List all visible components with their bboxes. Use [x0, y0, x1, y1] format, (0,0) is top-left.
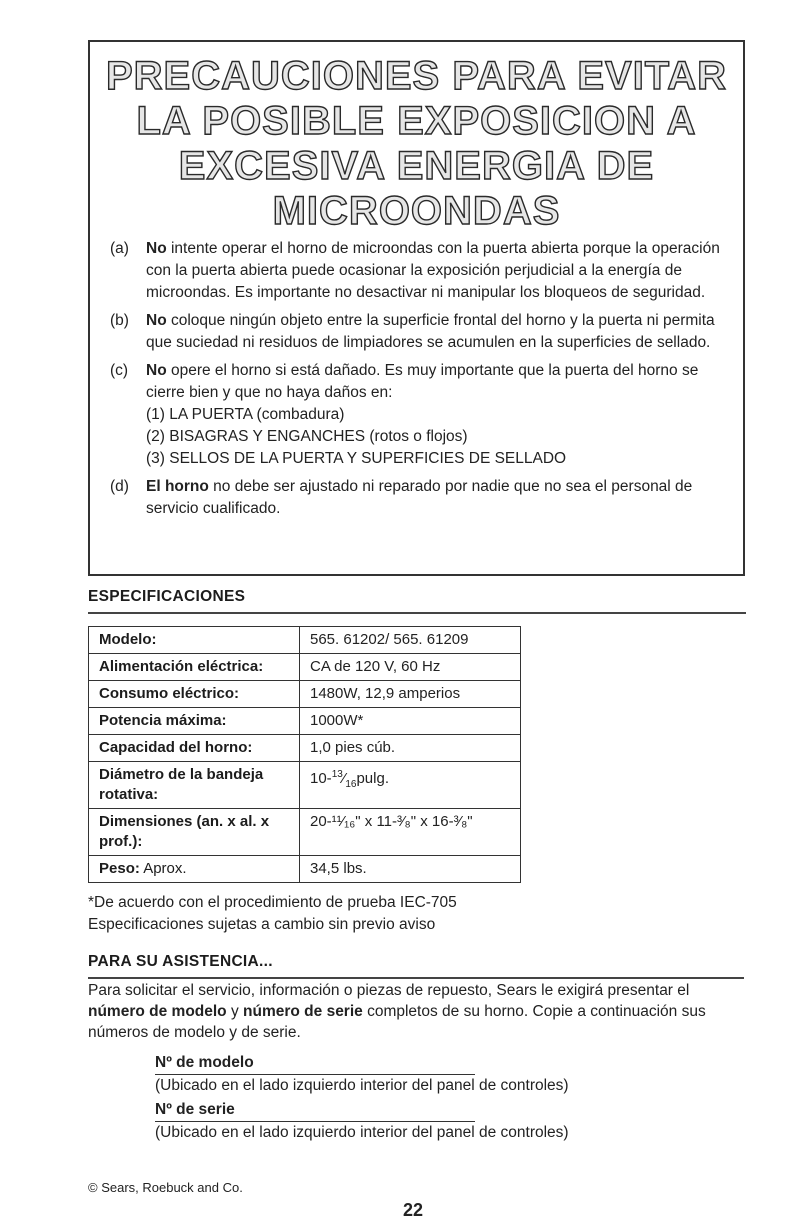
table-row — [89, 762, 521, 809]
warning-title-line: LA POSIBLE EXPOSICION A — [136, 99, 697, 143]
subitem: (2) BISAGRAS Y ENGANCHES (rotos o flojos) — [146, 428, 468, 445]
warning-box — [88, 40, 745, 576]
fraction-denominator: 16 — [345, 779, 357, 790]
spec-value: 1,0 pies cúb. — [300, 735, 521, 762]
specs-heading: ESPECIFICACIONES — [88, 588, 246, 605]
serial-number-note: (Ubicado en el lado izquierdo interior del panel de controles) — [155, 1124, 569, 1141]
table-row — [89, 809, 521, 856]
assist-text: y — [226, 1003, 244, 1020]
warning-title — [90, 54, 743, 234]
warning-title-line: PRECAUCIONES PARA EVITAR — [105, 54, 728, 98]
fraction-numerator: 13 — [331, 769, 343, 780]
assist-text: Para solicitar el servicio, información o piezas de repuesto, Sears le exigirá presentar el — [88, 982, 690, 999]
spec-value: 1480W, 12,9 amperios — [300, 681, 521, 708]
table-row — [89, 856, 521, 883]
spec-value: 1000W* — [300, 708, 521, 735]
page-number: 22 — [402, 1200, 424, 1220]
value-part: pulg. — [356, 770, 389, 787]
spec-key — [89, 856, 300, 883]
assist-bold: número de modelo — [88, 1003, 227, 1020]
item-text: opere el horno si está dañado. Es muy importante que la puerta del horno se cierre bien y que no haya daños en: — [146, 362, 699, 401]
item-text: no debe ser ajustado ni reparado por nadie que no sea el personal de servicio cualificado. — [146, 478, 693, 517]
spec-key-bold: Peso: — [99, 860, 140, 877]
warning-item-a — [110, 238, 735, 304]
table-row — [89, 627, 521, 654]
spec-value: 20-¹¹⁄₁₆" x 11-³⁄₈" x 16-³⁄₈" — [300, 809, 521, 856]
assist-heading: PARA SU ASISTENCIA... — [88, 953, 273, 970]
item-text: intente operar el horno de microondas con la puerta abierta porque la operación con la puerta abierta puede ocasionar la exposición perjudicial a la energía de microondas. Es importante no desactivar ni manipular los bloqueos de seguridad. — [146, 240, 720, 301]
item-lead: No — [146, 362, 167, 379]
spec-value: CA de 120 V, 60 Hz — [300, 654, 521, 681]
value-part: 10- — [310, 770, 332, 787]
warning-list — [110, 238, 735, 526]
subitem: (1) LA PUERTA (combadura) — [146, 406, 345, 423]
spec-value: 565. 61202/ 565. 61209 — [300, 627, 521, 654]
subitem: (3) SELLOS DE LA PUERTA Y SUPERFICIES DE SELLADO — [146, 450, 567, 467]
spec-key-plain: Aprox. — [139, 860, 187, 877]
warning-item-d — [110, 476, 735, 520]
spec-key: Modelo: — [89, 627, 300, 654]
model-number-note: (Ubicado en el lado izquierdo interior del panel de controles) — [155, 1077, 569, 1094]
spec-key: Alimentación eléctrica: — [89, 654, 300, 681]
item-lead: No — [146, 240, 167, 257]
table-row — [89, 735, 521, 762]
spec-note: *De acuerdo con el procedimiento de prueba IEC-705 — [88, 894, 457, 911]
spec-key: Consumo eléctrico: — [89, 681, 300, 708]
warning-title-line: MICROONDAS — [272, 189, 561, 233]
item-label: (b) — [110, 312, 129, 329]
spec-note: Especificaciones sujetas a cambio sin previo aviso — [88, 916, 436, 933]
item-label: (a) — [110, 240, 129, 257]
record-fields — [155, 1052, 569, 1146]
item-text: coloque ningún objeto entre la superficie frontal del horno y la puerta ni permita que suciedad ni residuos de limpiadores se acumulen en la superficies de sellado. — [146, 312, 715, 351]
serial-number-label: Nº de serie — [155, 1099, 475, 1122]
assist-text: completos de su horno. Copie a continuación sus números de modelo y de serie. — [88, 1003, 706, 1041]
spec-key: Capacidad del horno: — [89, 735, 300, 762]
spec-value: 34,5 lbs. — [300, 856, 521, 883]
table-row — [89, 681, 521, 708]
warning-title-line: EXCESIVA ENERGIA DE — [178, 144, 655, 188]
model-number-label: Nº de modelo — [155, 1052, 475, 1075]
specs-table — [88, 626, 521, 883]
assist-paragraph — [88, 980, 728, 1043]
spec-key: Diámetro de la bandeja rotativa: — [89, 762, 300, 809]
warning-item-b — [110, 310, 735, 354]
spec-value: $10-^{13}⁄_{16}pulg$. — [300, 762, 521, 809]
item-lead: El horno — [146, 478, 209, 495]
assist-bold: número de serie — [243, 1003, 363, 1020]
item-lead: No — [146, 312, 167, 329]
spec-key: Dimensiones (an. x al. x prof.): — [89, 809, 300, 856]
item-label: (c) — [110, 362, 129, 379]
warning-item-c — [110, 360, 735, 470]
assist-rule — [88, 977, 744, 979]
specs-rule — [88, 612, 746, 614]
table-row — [89, 708, 521, 735]
table-row — [89, 654, 521, 681]
item-label: (d) — [110, 478, 129, 495]
spec-key: Potencia máxima: — [89, 708, 300, 735]
copyright: © Sears, Roebuck and Co. — [88, 1180, 243, 1195]
